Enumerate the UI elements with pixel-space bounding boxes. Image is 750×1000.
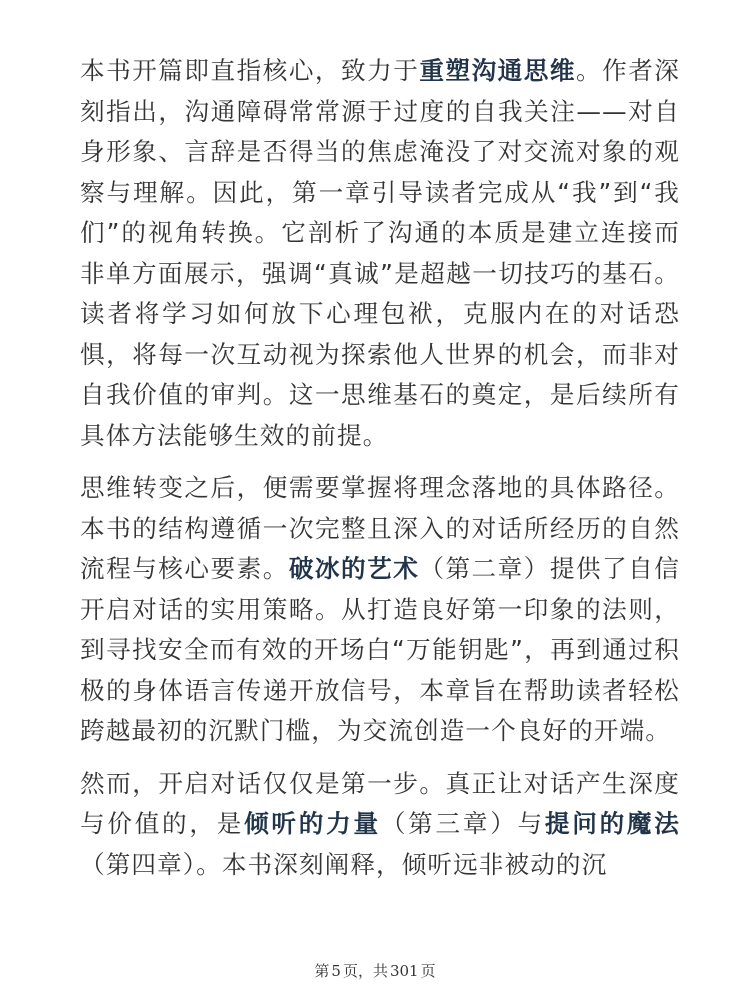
text-run: 。作者深刻指出，沟通障碍常常源于过度的自我关注——对自身形象、言辞是否得当的焦虑淹没了对交流对象的观察与理解。因此，第一章引导读者完成从“我”到“我们”的视角转换。它剖析了沟通的本质是建立连接而非单方面展示，强调“真诚”是超越一切技巧的基石。读者将学习如何放下心理包袱，克服内在的对话恐惧，将每一次互动视为探索他人世界的机会，而非对自我价值的审判。这一思维基石的奠定，是后续所有具体方法能够生效的前提。 <box>80 56 680 450</box>
footer-suffix: 页 <box>420 962 436 980</box>
text-run: （第三章）与 <box>380 809 545 838</box>
highlight-phrase: 重塑沟通思维 <box>419 56 576 85</box>
footer-middle: 页，共 <box>342 962 388 980</box>
paragraph-3 <box>80 764 680 886</box>
paragraph-2 <box>80 468 680 752</box>
text-run: （第四章）。本书深刻阐释，倾听远非被动的沉 <box>80 849 608 879</box>
text-run: 本书开篇即直指核心，致力于 <box>80 56 420 85</box>
text-run: 思维转变之后，便需要掌握将理念落地的具体路径。本书的结构遵循一次完整且深入的对话所经历的自然流程与核心要素。 <box>80 473 680 583</box>
page-body <box>80 51 680 885</box>
paragraph-1 <box>80 51 680 456</box>
highlight-phrase: 提问的魔法 <box>544 809 680 838</box>
footer-prefix: 第 <box>314 962 330 980</box>
highlight-phrase: 倾听的力量 <box>244 809 381 838</box>
highlight-phrase: 破冰的艺术 <box>288 554 420 583</box>
text-run: 然而，开启对话仅仅是第一步。真正让对话产生深度与价值的，是 <box>80 768 680 838</box>
current-page-number: 5 <box>331 962 341 980</box>
page-number-footer <box>0 960 750 981</box>
text-run: （第二章）提供了自信开启对话的实用策略。从打造良好第一印象的法则，到寻找安全而有效的开场白“万能钥匙”，再到通过积极的身体语言传递开放信号，本章旨在帮助读者轻松跨越最初的沉默门槛，为交流创造一个良好的开端。 <box>80 554 680 745</box>
total-page-count: 301 <box>389 962 419 980</box>
